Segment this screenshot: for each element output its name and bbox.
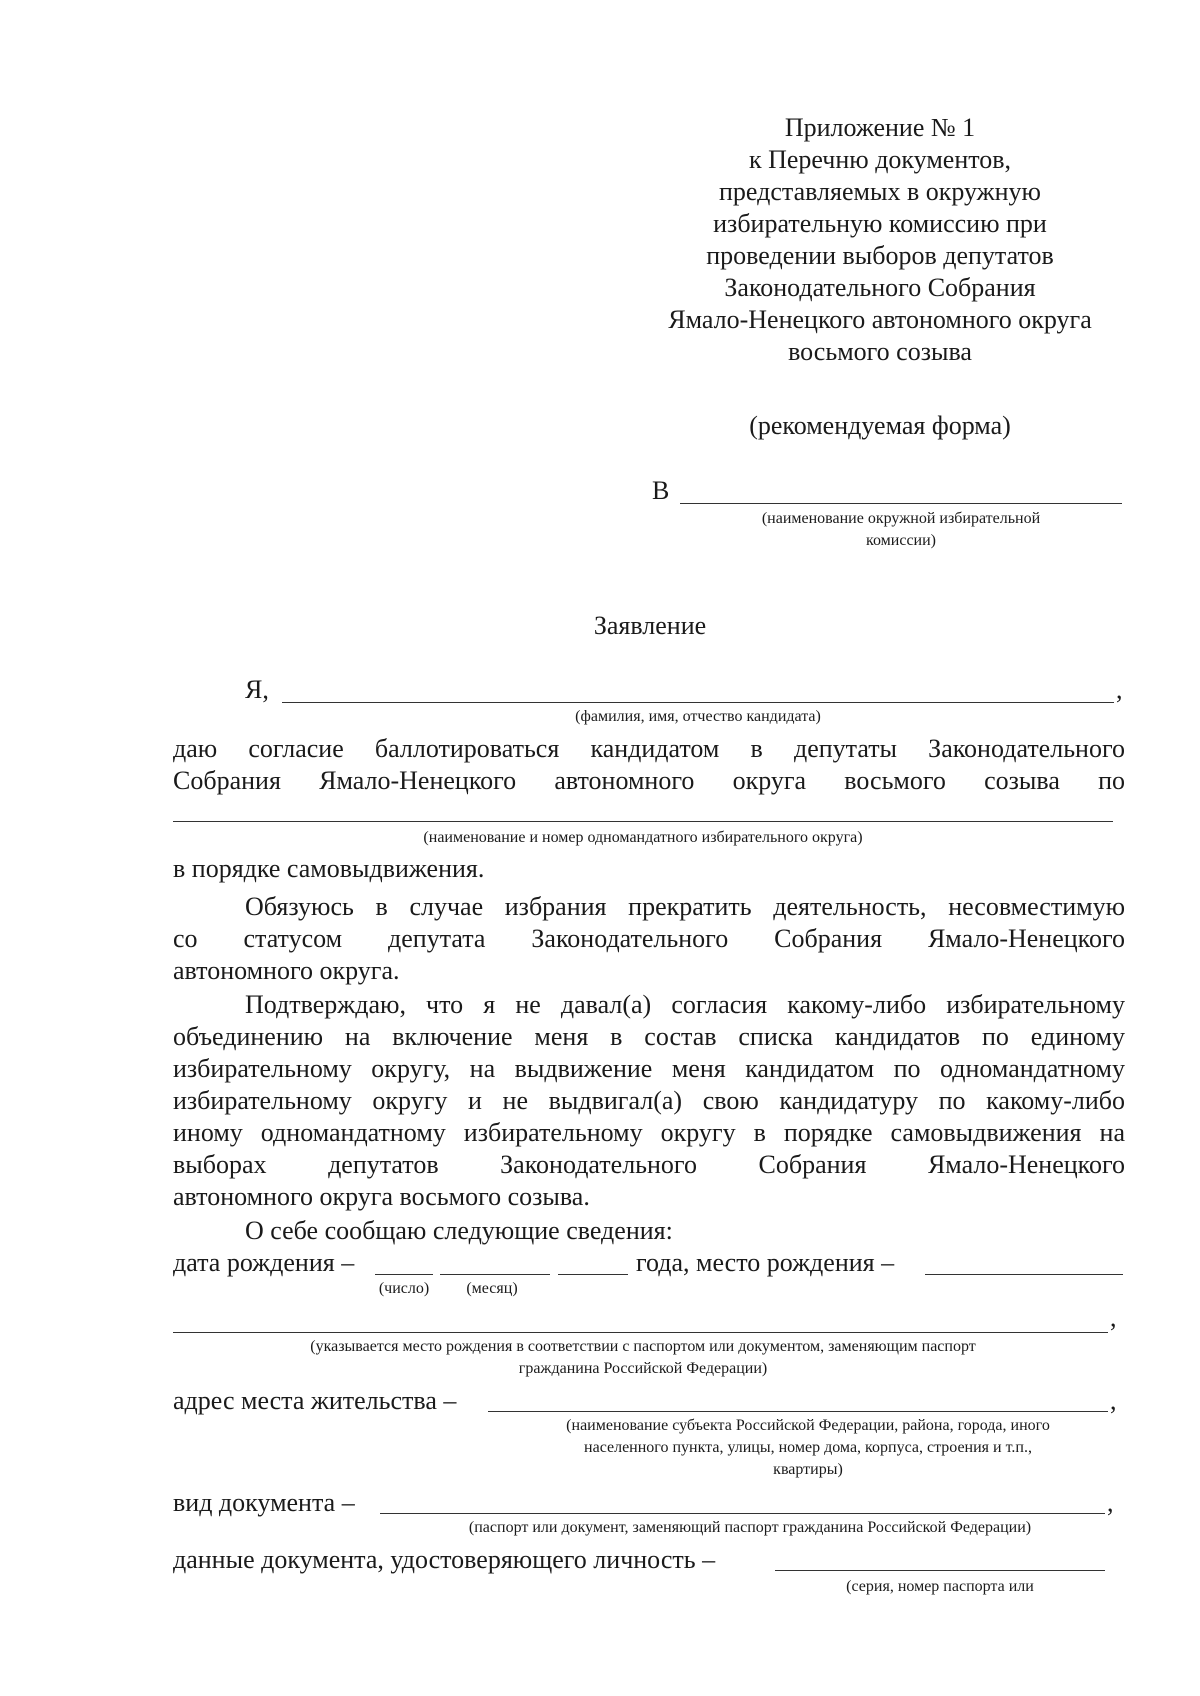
consent-line: Собрания Ямало-Ненецкого автономного округа восьмого созыва по [173, 766, 1125, 795]
day-hint: (число) [378, 1280, 430, 1297]
consent-line: даю согласие баллотироваться кандидатом в депутаты Законодательного [173, 734, 1125, 763]
address-comma: , [1110, 1386, 1117, 1415]
birth-month-field-line[interactable] [440, 1274, 550, 1275]
birthplace-field-line[interactable] [925, 1274, 1123, 1275]
addressee-field-line[interactable] [680, 503, 1122, 504]
confirmation-line: иному одномандатному избирательному округу в порядке самовыдвижения на [173, 1118, 1125, 1147]
birth-date-label: дата рождения – [173, 1248, 355, 1277]
confirmation-line: избирательному округу и не выдвигал(а) свою кандидатуру по какому-либо [173, 1086, 1125, 1115]
address-hint: (наименование субъекта Российской Федерации, района, города, иного [566, 1417, 1050, 1434]
id-data-field-line[interactable] [775, 1570, 1105, 1571]
birthplace-comma: , [1110, 1303, 1117, 1332]
confirmation-line: объединению на включение меня в состав списка кандидатов по единому [173, 1022, 1125, 1051]
candidate-name-hint: (фамилия, имя, отчество кандидата) [575, 708, 821, 725]
id-data-label: данные документа, удостоверяющего личность – [173, 1545, 716, 1574]
document-title: Заявление [593, 611, 707, 640]
addressee-hint: комиссии) [866, 532, 936, 549]
appendix-line: Приложение № 1 [784, 113, 976, 142]
obligation-line: со статусом депутата Законодательного Собрания Ямало-Ненецкого [173, 924, 1125, 953]
doc-type-label: вид документа – [173, 1488, 355, 1517]
appendix-line: избирательную комиссию при [713, 209, 1047, 238]
doc-type-comma: , [1107, 1488, 1114, 1517]
birth-year-field-line[interactable] [558, 1274, 628, 1275]
confirmation-line: выборах депутатов Законодательного Собрания Ямало-Ненецкого [173, 1150, 1125, 1179]
address-field-line[interactable] [488, 1411, 1108, 1412]
appendix-line: к Перечню документов, [748, 145, 1012, 174]
appendix-header [620, 112, 1140, 368]
birth-day-field-line[interactable] [375, 1274, 433, 1275]
self-nomination-line: в порядке самовыдвижения. [173, 854, 485, 883]
addressee-prefix: В [652, 476, 670, 505]
appendix-line: восьмого созыва [788, 337, 972, 366]
addressee-hint: (наименование окружной избирательной [761, 510, 1041, 527]
month-hint: (месяц) [466, 1280, 518, 1297]
year-label: года, место рождения – [636, 1248, 895, 1277]
appendix-line: Ямало-Ненецкого автономного округа [668, 305, 1092, 334]
confirmation-line: избирательному округу, на выдвижение меня кандидатом по одномандатному [173, 1054, 1125, 1083]
candidate-name-field-line[interactable] [282, 702, 1114, 703]
district-field-line[interactable] [173, 821, 1113, 822]
district-hint: (наименование и номер одномандатного избирательного округа) [423, 829, 863, 846]
confirmation-line: автономного округа восьмого созыва. [173, 1182, 590, 1211]
appendix-line: проведении выборов депутатов [706, 241, 1054, 270]
address-label: адрес места жительства – [173, 1386, 457, 1415]
name-comma: , [1116, 675, 1123, 704]
birthplace-continuation-line[interactable] [173, 1332, 1108, 1333]
obligation-line: автономного округа. [173, 956, 400, 985]
confirmation-line: Подтверждаю, что я не давал(а) согласия какому-либо избирательному [245, 990, 1125, 1019]
id-data-hint: (серия, номер паспорта или [846, 1578, 1034, 1595]
doc-type-hint: (паспорт или документ, заменяющий паспорт гражданина Российской Федерации) [468, 1519, 1032, 1536]
appendix-line: Законодательного Собрания [724, 273, 1036, 302]
birthplace-hint: (указывается место рождения в соответствии с паспортом или документом, заменяющим паспорт [310, 1338, 976, 1355]
doc-type-field-line[interactable] [380, 1513, 1105, 1514]
address-hint: населенного пункта, улицы, номер дома, корпуса, строения и т.п., [584, 1439, 1032, 1456]
info-lead: О себе сообщаю следующие сведения: [245, 1216, 673, 1245]
form-note: (рекомендуемая форма) [749, 411, 1011, 440]
birthplace-hint: гражданина Российской Федерации) [518, 1360, 768, 1377]
obligation-line: Обязуюсь в случае избрания прекратить деятельность, несовместимую [245, 892, 1125, 921]
appendix-line: представляемых в окружную [719, 177, 1041, 206]
address-hint: квартиры) [773, 1461, 843, 1478]
name-prefix: Я, [245, 675, 269, 704]
